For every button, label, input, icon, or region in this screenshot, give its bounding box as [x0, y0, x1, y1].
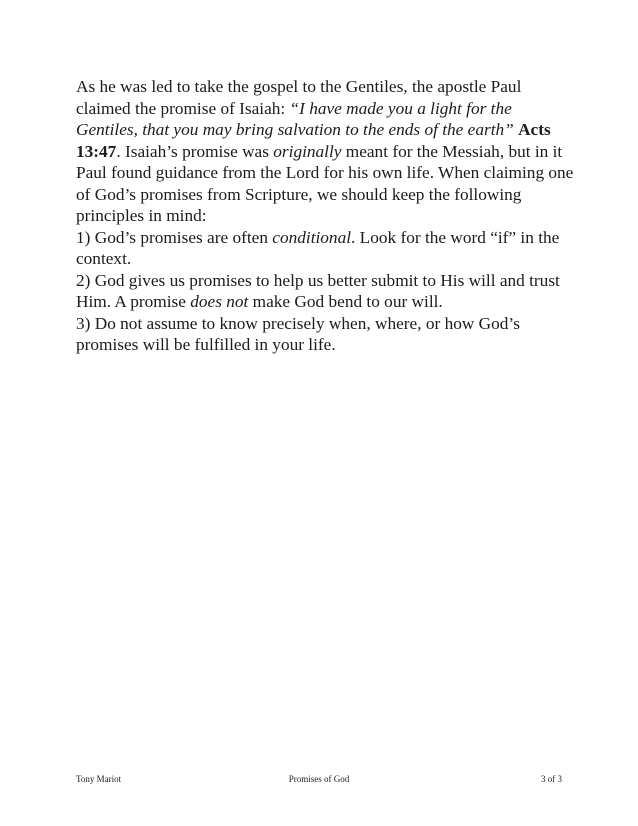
intro-text-middle: . Isaiah’s promise was — [116, 141, 274, 161]
document-body — [76, 76, 576, 356]
principle-1-text-end: . Look for the word “if” in the context. — [76, 227, 560, 268]
principle-2-text-end: make God bend to our will. — [248, 292, 443, 311]
intro-text-start: As he was led to take the gospel to the Gentiles, the apostle Paul claimed the promise of Isaiah: — [76, 77, 522, 118]
intro-paragraph — [76, 76, 576, 227]
principle-2-text-start: 2) God gives us promises to help us better submit to His will and trust Him. A promise — [76, 270, 560, 311]
principle-3 — [76, 313, 576, 356]
emphasis-conditional: conditional — [272, 227, 352, 247]
intro-text-end: meant for the Messiah, but in it Paul found guidance from the Lord for his own life. When claiming one of God’s promises from Scripture, we should keep the following principles in mind: — [76, 141, 574, 225]
emphasis-originally: originally — [273, 141, 342, 161]
footer-page-number: 3 of 3 — [541, 774, 562, 784]
footer-title: Promises of God — [288, 774, 350, 784]
page-footer — [76, 772, 562, 786]
principle-3-text: 3) Do not assume to know precisely when, where, or how God’s promises will be fulfilled in your life. — [76, 313, 520, 354]
principle-1 — [76, 227, 576, 270]
footer-author: Tony Mariot — [76, 774, 122, 784]
scripture-reference: Acts 13:47 — [76, 120, 551, 161]
principle-1-text-start: 1) God’s promises are often — [76, 227, 273, 247]
principle-2 — [76, 270, 576, 313]
isaiah-quote: “I have made you a light for the Gentiles, that you may bring salvation to the ends of the earth” — [76, 98, 514, 139]
emphasis-does-not: does not — [190, 292, 249, 311]
